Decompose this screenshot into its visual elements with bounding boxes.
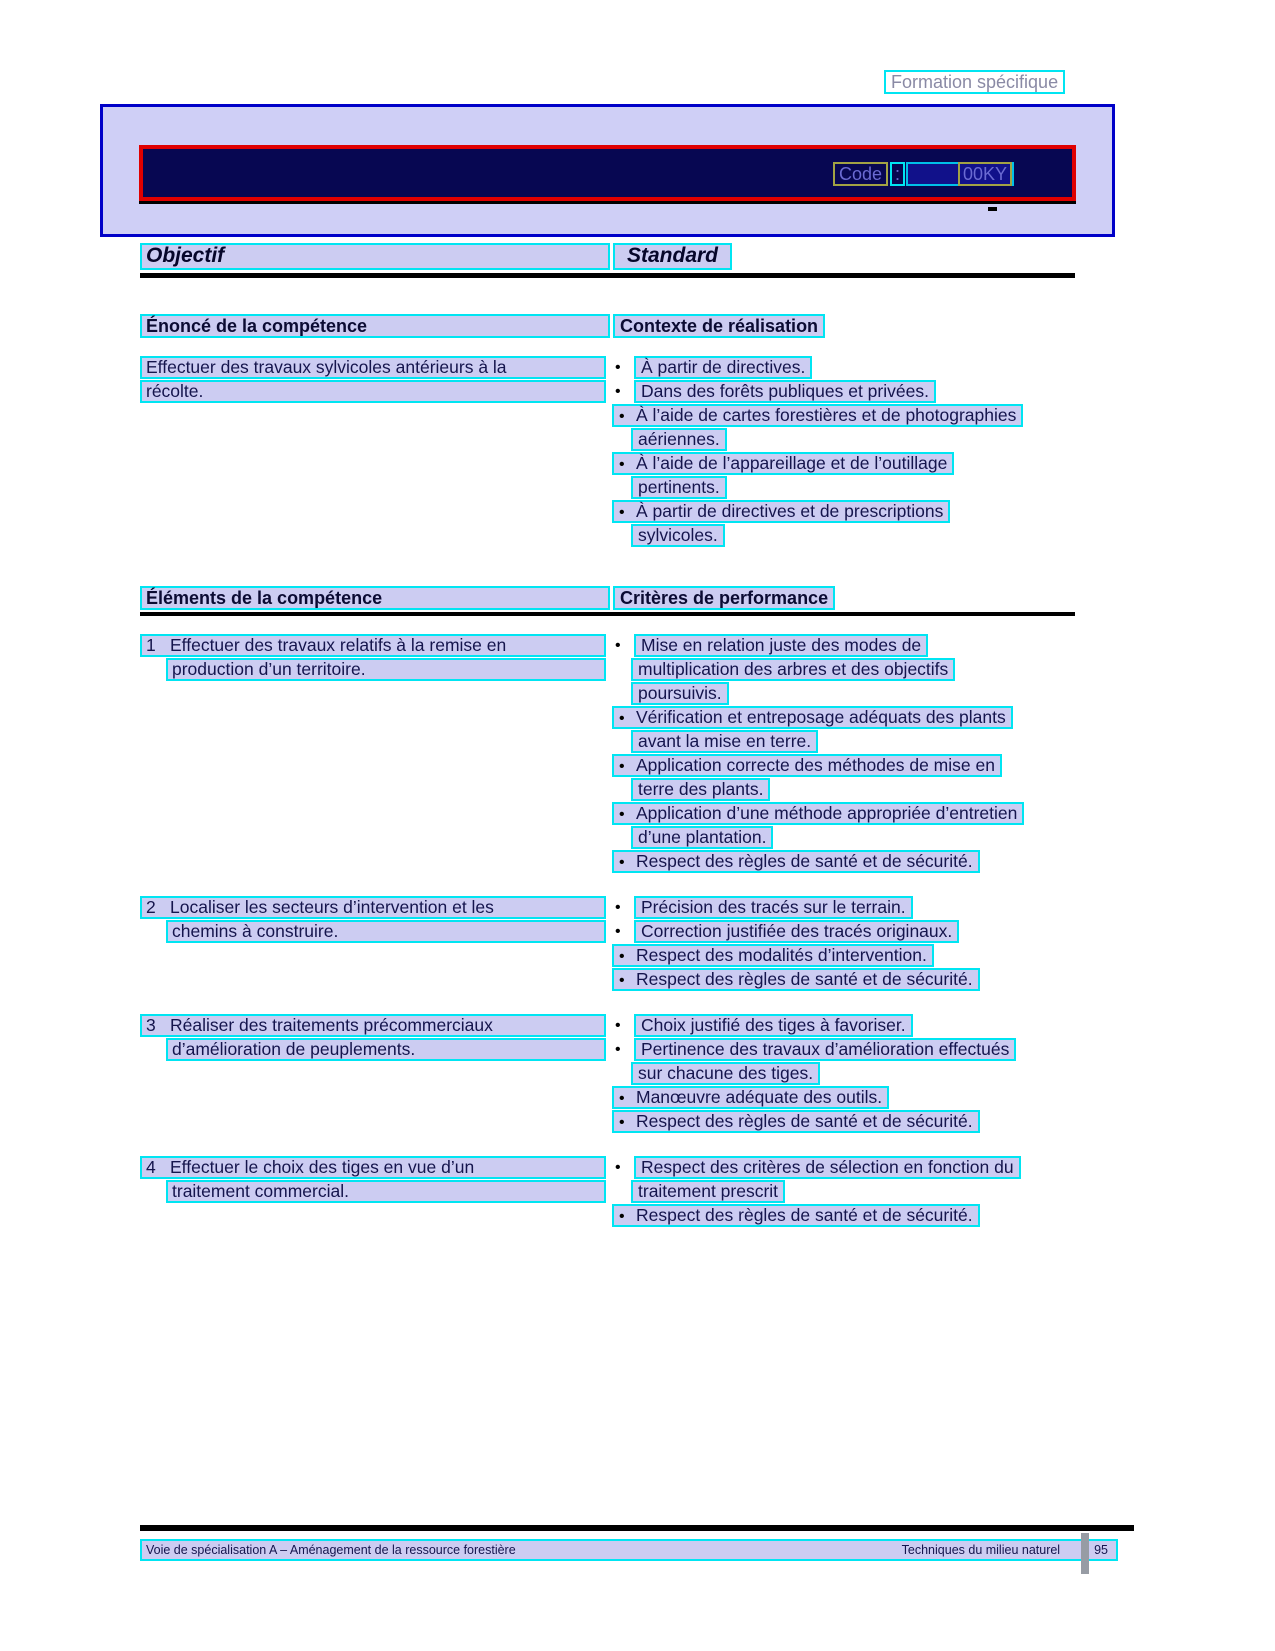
bullet-icon: • (619, 972, 625, 989)
highlighted-text: traitement commercial. (166, 1180, 606, 1203)
highlighted-text: • Respect des règles de santé et de sécurité. (612, 1110, 980, 1133)
footer-right-text: Techniques du milieu naturel (901, 1543, 1061, 1557)
bullet-continuation-line (631, 524, 1075, 547)
highlighted-text: Pertinence des travaux d’amélioration effectués (634, 1038, 1016, 1061)
divider-rule-top (140, 273, 1075, 278)
highlighted-text: Choix justifié des tiges à favoriser. (634, 1014, 913, 1037)
highlighted-text: production d’un territoire. (166, 658, 606, 681)
code-row (833, 162, 1014, 186)
bullet-icon: • (619, 1114, 625, 1131)
highlighted-text: • À partir de directives et de prescriptions (612, 500, 950, 523)
highlighted-text: Dans des forêts publiques et privées. (634, 380, 936, 403)
highlighted-text: À partir de directives. (634, 356, 812, 379)
standard-title: Standard (613, 243, 732, 270)
code-label: Code (833, 162, 888, 186)
element-row (140, 1156, 1075, 1228)
bullet-icon: • (619, 806, 625, 823)
element-cell (140, 896, 612, 944)
bullet-line (612, 1156, 1075, 1179)
highlighted-text: aériennes. (631, 428, 727, 451)
bullet-line (612, 634, 1075, 657)
highlighted-text: d’une plantation. (631, 826, 773, 849)
code-value: 00KY (958, 162, 1012, 186)
bullet-continuation-line (631, 826, 1075, 849)
highlighted-text: • À l’aide de cartes forestières et de photographies (612, 404, 1023, 427)
highlighted-text: Précision des tracés sur le terrain. (634, 896, 913, 919)
section1-header-row (140, 314, 1075, 338)
highlighted-text: multiplication des arbres et des objectifs (631, 658, 955, 681)
highlighted-text: Respect des critères de sélection en fonction du (634, 1156, 1021, 1179)
bullet-line (612, 1110, 1075, 1133)
footer-separator-bar (1081, 1533, 1089, 1574)
highlighted-text: récolte. (140, 380, 606, 403)
bullet-icon: • (619, 456, 625, 473)
bullet-icon: • (619, 758, 625, 775)
bullet-icon: • (615, 383, 621, 400)
title-row (140, 243, 1075, 270)
bullet-line (612, 802, 1075, 825)
bullet-icon: • (615, 359, 621, 376)
banner-tick (988, 207, 997, 211)
bullet-icon: • (615, 1041, 621, 1058)
highlighted-text: 4 Effectuer le choix des tiges en vue d’un (140, 1156, 606, 1179)
highlighted-text: avant la mise en terre. (631, 730, 818, 753)
bullet-line (612, 500, 1075, 523)
contexte-header: Contexte de réalisation (613, 314, 825, 338)
bullet-icon: • (619, 1208, 625, 1225)
highlighted-text: • Vérification et entreposage adéquats des plants (612, 706, 1013, 729)
element-row (140, 896, 1075, 992)
bullet-continuation-line (631, 778, 1075, 801)
highlighted-text: poursuivis. (631, 682, 729, 705)
elements-header: Éléments de la compétence (140, 586, 610, 610)
bullet-continuation-line (631, 682, 1075, 705)
bullet-icon: • (619, 1090, 625, 1107)
bullet-line (612, 920, 1075, 943)
criteria-cell (612, 634, 1075, 874)
text-line (166, 1180, 606, 1203)
highlighted-text: pertinents. (631, 476, 727, 499)
highlighted-text: • Respect des modalités d’intervention. (612, 944, 934, 967)
highlighted-text: d’amélioration de peuplements. (166, 1038, 606, 1061)
statement-row (140, 356, 1075, 548)
bullet-continuation-line (631, 428, 1075, 451)
bullet-icon: • (619, 710, 625, 727)
highlighted-text: 2 Localiser les secteurs d’intervention et les (140, 896, 606, 919)
bullet-line (612, 452, 1075, 475)
element-row (140, 634, 1075, 874)
highlighted-text: sur chacune des tiges. (631, 1062, 820, 1085)
code-field (906, 162, 1014, 186)
bullet-line (612, 1086, 1075, 1109)
text-line (140, 896, 606, 919)
text-line (140, 1014, 606, 1037)
element-cell (140, 1014, 612, 1062)
divider-rule-footer (140, 1525, 1134, 1531)
highlighted-text: • À l’aide de l’appareillage et de l’outillage (612, 452, 954, 475)
statement-cell (140, 356, 612, 404)
criteria-cell (612, 1156, 1075, 1228)
highlighted-text: • Respect des règles de santé et de sécurité. (612, 968, 980, 991)
highlighted-text: • Respect des règles de santé et de sécurité. (612, 1204, 980, 1227)
bullet-line (612, 1014, 1075, 1037)
element-number: 3 (146, 1015, 156, 1035)
highlighted-text: • Application correcte des méthodes de mise en (612, 754, 1002, 777)
elements-list (140, 634, 1075, 1250)
bullet-line (612, 1038, 1075, 1061)
highlighted-text: • Manœuvre adéquate des outils. (612, 1086, 889, 1109)
highlighted-text: terre des plants. (631, 778, 770, 801)
text-line (140, 634, 606, 657)
bullet-line (612, 850, 1075, 873)
highlighted-text: Mise en relation juste des modes de (634, 634, 928, 657)
bullet-line (612, 754, 1075, 777)
bullet-icon: • (615, 1017, 621, 1034)
footer-page-number: 95 (1094, 1543, 1108, 1557)
bullet-icon: • (619, 948, 625, 965)
bullet-icon: • (615, 923, 621, 940)
element-number: 2 (146, 897, 156, 917)
highlighted-text: sylvicoles. (631, 524, 725, 547)
header-label: Formation spécifique (884, 70, 1065, 94)
text-line (140, 356, 606, 379)
context-cell (612, 356, 1075, 548)
code-colon: : (890, 162, 905, 186)
title-banner (139, 145, 1076, 201)
section2-header-row (140, 586, 1075, 610)
text-line (166, 658, 606, 681)
bullet-icon: • (619, 854, 625, 871)
text-line (166, 920, 606, 943)
highlighted-text: • Application d’une méthode appropriée d’entretien (612, 802, 1024, 825)
divider-rule-middle (140, 612, 1075, 616)
criteres-header: Critères de performance (613, 586, 835, 610)
highlighted-text: chemins à construire. (166, 920, 606, 943)
highlighted-text: 3 Réaliser des traitements précommerciaux (140, 1014, 606, 1037)
bullet-line (612, 968, 1075, 991)
criteria-cell (612, 1014, 1075, 1134)
bullet-line (612, 380, 1075, 403)
footer (140, 1539, 1118, 1561)
bullet-line (612, 706, 1075, 729)
bullet-continuation-line (631, 1062, 1075, 1085)
bullet-icon: • (615, 637, 621, 654)
bullet-icon: • (619, 408, 625, 425)
bullet-line (612, 896, 1075, 919)
bullet-continuation-line (631, 730, 1075, 753)
bullet-line (612, 356, 1075, 379)
bullet-icon: • (615, 1159, 621, 1176)
text-line (140, 1156, 606, 1179)
footer-left-text: Voie de spécialisation A – Aménagement de la ressource forestière (146, 1543, 516, 1557)
bullet-icon: • (615, 899, 621, 916)
highlighted-text: 1 Effectuer des travaux relatifs à la remise en (140, 634, 606, 657)
bullet-continuation-line (631, 1180, 1075, 1203)
element-cell (140, 1156, 612, 1204)
highlighted-text: • Respect des règles de santé et de sécurité. (612, 850, 980, 873)
title-panel (100, 104, 1115, 237)
bullet-line (612, 404, 1075, 427)
criteria-cell (612, 896, 1075, 992)
enonce-header: Énoncé de la compétence (140, 314, 610, 338)
bullet-line (612, 944, 1075, 967)
bullet-line (612, 1204, 1075, 1227)
element-number: 4 (146, 1157, 156, 1177)
text-line (166, 1038, 606, 1061)
bullet-continuation-line (631, 658, 1075, 681)
bullet-icon: • (619, 504, 625, 521)
objectif-title: Objectif (140, 243, 610, 270)
element-row (140, 1014, 1075, 1134)
element-cell (140, 634, 612, 682)
bullet-continuation-line (631, 476, 1075, 499)
highlighted-text: traitement prescrit (631, 1180, 785, 1203)
highlighted-text: Effectuer des travaux sylvicoles antérieurs à la (140, 356, 606, 379)
text-line (140, 380, 606, 403)
highlighted-text: Correction justifiée des tracés originaux. (634, 920, 959, 943)
element-number: 1 (146, 635, 156, 655)
